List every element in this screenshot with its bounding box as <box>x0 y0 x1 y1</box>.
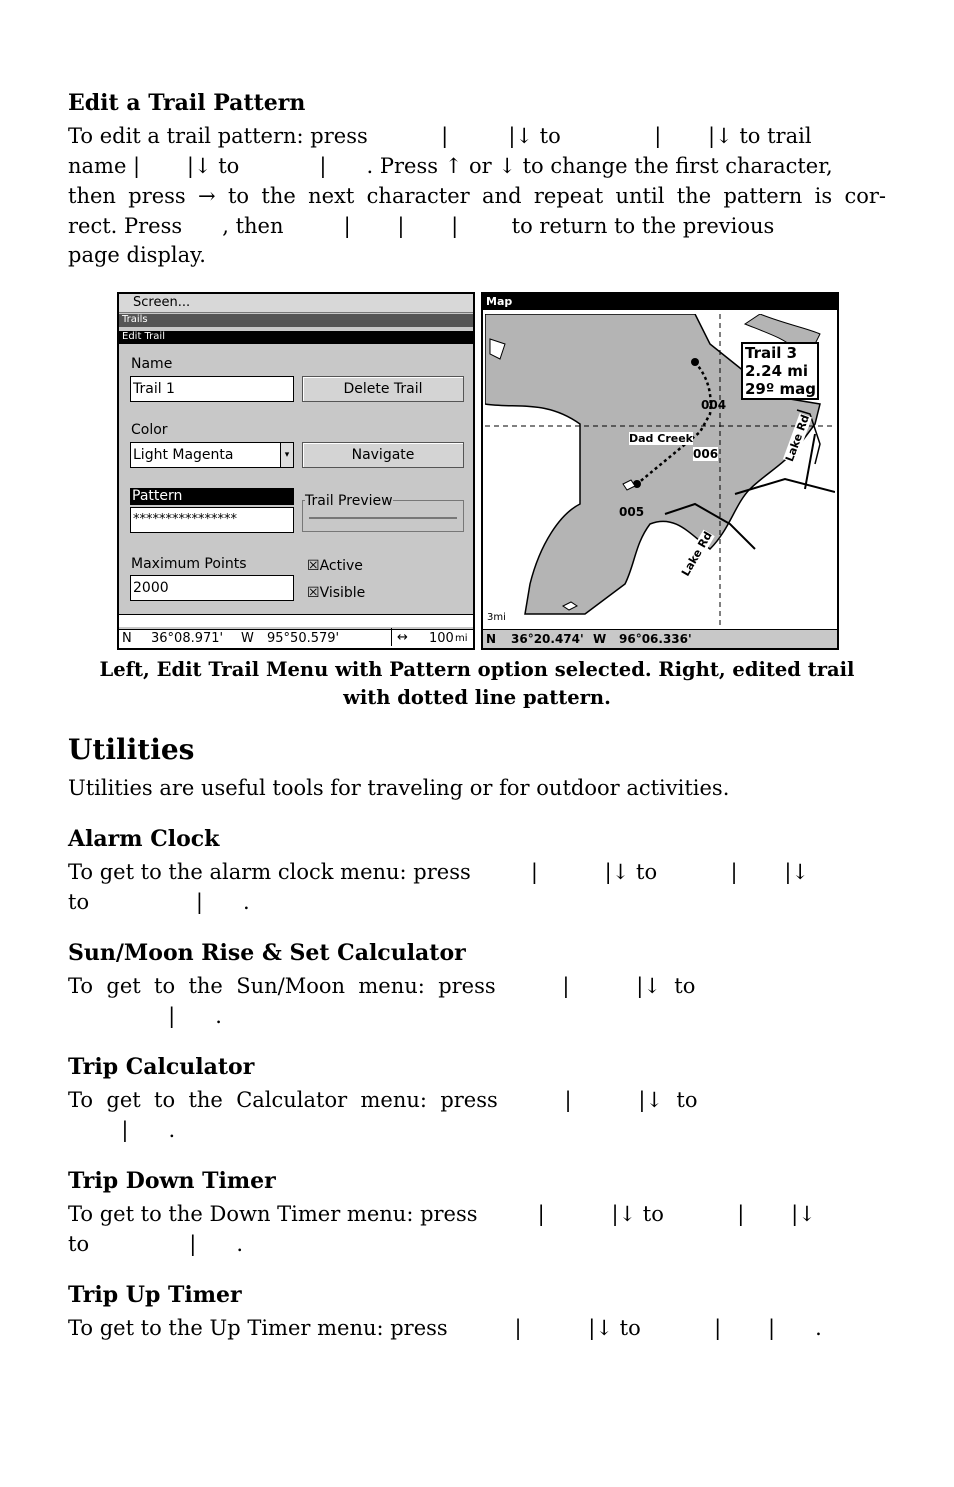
visible-label: Visible <box>319 585 366 601</box>
trail-info-distance: 2.24 mi <box>745 362 809 380</box>
status-divider <box>391 628 392 646</box>
status-longitude: 95°50.579' <box>267 631 340 646</box>
waypoint-004-label: 004 <box>701 398 727 412</box>
map-scale-label: 3mi <box>487 612 506 623</box>
paragraph-line-3: then press → to the next character and repeat until the pattern is cor- <box>68 184 886 208</box>
trail-start-point <box>691 358 699 366</box>
color-select[interactable] <box>130 442 294 468</box>
section-heading-edit-trail-pattern: Edit a Trail Pattern <box>68 90 306 116</box>
name-field[interactable]: Trail 1 <box>130 376 294 402</box>
trail-info-name: Trail 3 <box>745 344 798 362</box>
status-latitude: 36°08.971' <box>151 631 224 646</box>
sun-moon-line-1: To get to the Sun/Moon menu: press | |↓ to <box>68 974 696 998</box>
utilities-intro: Utilities are useful tools for traveling or for outdoor activities. <box>68 776 730 800</box>
paragraph-line-1: To edit a trail pattern: press | |↓ to | |↓ to trail <box>68 124 812 148</box>
map-status-n: N <box>486 632 497 646</box>
paragraph-line-5: page display. <box>68 243 206 267</box>
map-screenshot <box>481 292 839 650</box>
trip-calculator-heading: Trip Calculator <box>68 1054 255 1080</box>
trail-info-popup <box>741 342 819 400</box>
status-zoom-unit: mi <box>455 633 468 644</box>
map-status-latitude: 36°20.474' <box>511 632 584 646</box>
trip-up-timer-heading: Trip Up Timer <box>68 1282 242 1308</box>
active-label: Active <box>319 558 363 574</box>
lake-rd-label: Lake Rd <box>783 412 813 464</box>
lake-rd-label-lower: Lake Rd <box>679 529 715 579</box>
max-points-field[interactable]: 2000 <box>130 575 294 601</box>
figure-caption <box>68 656 886 712</box>
name-label: Name <box>131 356 173 372</box>
status-w: W <box>241 631 254 646</box>
trails-title-bar: Trails <box>119 314 473 327</box>
trip-down-timer-line-2: to | . <box>68 1232 244 1256</box>
paragraph-line-4: rect. Press , then | | | to return to the previous <box>68 214 775 238</box>
visible-checkbox[interactable] <box>307 585 365 601</box>
map-status-longitude: 96°06.336' <box>619 632 692 646</box>
status-n: N <box>122 631 132 646</box>
dad-creek-label: Dad Creek <box>629 432 693 445</box>
alarm-clock-line-1: To get to the alarm clock menu: press | |↓ to | |↓ <box>68 860 810 884</box>
scrollbar-track[interactable] <box>119 614 473 627</box>
status-zoom: 100 <box>429 631 454 646</box>
zoom-range-icon: ↔ <box>397 630 408 645</box>
screen-menu-label[interactable]: Screen... <box>133 295 191 310</box>
trail-info-bearing: 29º mag <box>745 380 817 398</box>
color-label: Color <box>131 422 168 438</box>
status-bar <box>119 629 473 648</box>
alarm-clock-heading: Alarm Clock <box>68 826 220 852</box>
sun-moon-line-2: | . <box>68 1004 222 1028</box>
trail-preview-line <box>309 517 457 519</box>
trail-preview-label: Trail Preview <box>305 493 393 509</box>
sun-moon-heading: Sun/Moon Rise & Set Calculator <box>68 940 466 966</box>
active-checkbox[interactable] <box>307 558 363 574</box>
utilities-heading: Utilities <box>68 733 195 766</box>
edit-trail-title-bar: Edit Trail <box>119 331 473 344</box>
screen-menu-bar <box>119 294 473 313</box>
checkbox-checked-icon: ☒ <box>307 585 320 601</box>
navigate-button[interactable]: Navigate <box>302 442 464 468</box>
edit-trail-screenshot <box>117 292 475 650</box>
alarm-clock-line-2: to | . <box>68 890 250 914</box>
trip-calculator-line-2: | . <box>68 1118 176 1142</box>
checkbox-checked-icon: ☒ <box>307 558 320 574</box>
dropdown-arrow-icon[interactable]: ▾ <box>280 443 293 467</box>
trip-down-timer-line-1: To get to the Down Timer menu: press | |↓ to | |↓ <box>68 1202 816 1226</box>
trip-down-timer-heading: Trip Down Timer <box>68 1168 276 1194</box>
waypoint-005-label: 005 <box>619 505 645 519</box>
trip-up-timer-line-1: To get to the Up Timer menu: press | |↓ to | | . <box>68 1316 822 1340</box>
color-value: Light Magenta <box>133 447 234 463</box>
delete-trail-button[interactable]: Delete Trail <box>302 376 464 402</box>
max-points-label: Maximum Points <box>131 556 247 572</box>
paragraph-line-2: name | |↓ to | . Press ↑ or ↓ to change the first character, <box>68 154 833 178</box>
pattern-label-selected: Pattern <box>130 488 294 505</box>
pattern-field[interactable]: **************** <box>130 507 294 533</box>
trip-calculator-line-1: To get to the Calculator menu: press | |↓ to <box>68 1088 698 1112</box>
map-title-bar: Map <box>483 294 837 310</box>
caption-line-2: with dotted line pattern. <box>343 686 611 709</box>
caption-line-1: Left, Edit Trail Menu with Pattern option selected. Right, edited trail <box>99 658 855 681</box>
map-status-bar <box>483 629 837 648</box>
trail-preview-box <box>302 493 464 532</box>
map-status-w: W <box>593 632 607 646</box>
waypoint-006-label: 006 <box>693 447 719 461</box>
